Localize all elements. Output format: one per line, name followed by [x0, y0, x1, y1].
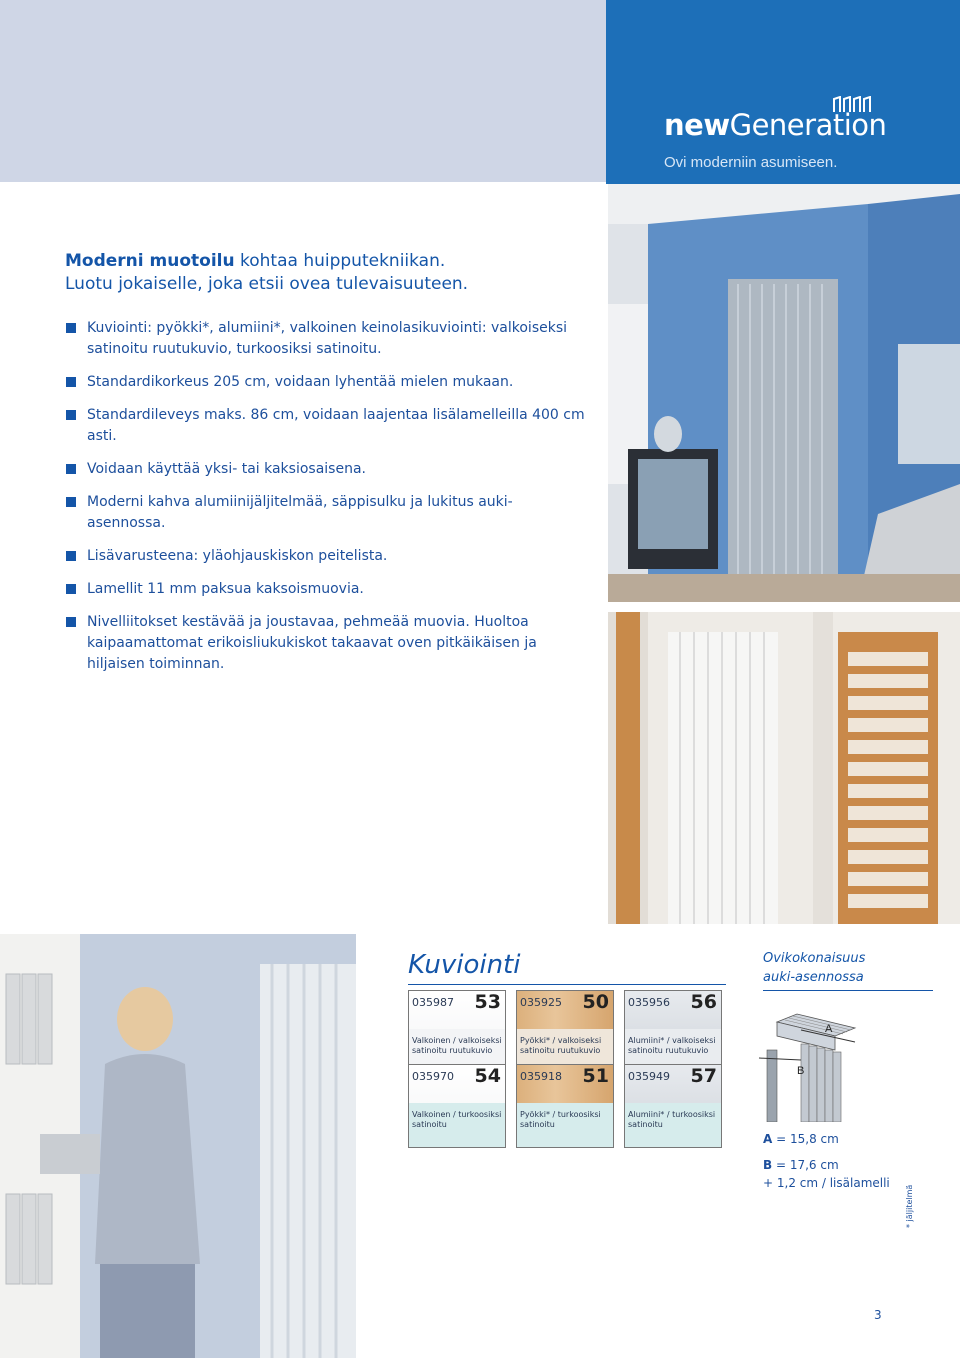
- swatch-card: [516, 990, 614, 1074]
- ovikokonaisuus-divider: [763, 990, 933, 991]
- swatch-card: [624, 990, 722, 1074]
- ovikokonaisuus-title-line1: Ovikokonaisuus: [763, 951, 866, 966]
- kuviointi-title: Kuviointi: [408, 950, 521, 980]
- swatch-card: [624, 1064, 722, 1148]
- feature-item: Voidaan käyttää yksi- tai kaksiosaisena.: [66, 459, 586, 480]
- headline-line2: Luotu jokaiselle, joka etsii ovea tulevaisuuteen.: [65, 274, 469, 294]
- swatch-number: 54: [474, 1065, 501, 1087]
- feature-item: Lamellit 11 mm paksua kaksoismuovia.: [66, 579, 586, 600]
- brand-box: [606, 0, 960, 184]
- swatch-number: 53: [474, 991, 501, 1013]
- photo-room-folding-door: [608, 184, 960, 602]
- headline: [65, 250, 468, 296]
- measure-a: [763, 1130, 839, 1148]
- swatch-name: Valkoinen / valkoiseksi satinoitu ruutukuvio: [412, 1036, 502, 1055]
- swatch-number: 50: [582, 991, 609, 1013]
- brand-name-bold: new: [664, 108, 730, 142]
- swatch-code: 035987: [412, 996, 454, 1009]
- measure-extra: + 1,2 cm / lisälamelli: [763, 1176, 890, 1190]
- swatch-card: [408, 1064, 506, 1148]
- swatch-card: [408, 990, 506, 1074]
- measure-a-value: = 15,8 cm: [772, 1132, 839, 1146]
- measure-b: [763, 1156, 839, 1174]
- diagram-label-a: A: [825, 1023, 833, 1035]
- brand-name-rest: Generation: [729, 108, 887, 142]
- photo-office-shelves: [0, 934, 356, 1358]
- swatch-code: 035956: [628, 996, 670, 1009]
- feature-item: Nivelliitokset kestävää ja joustavaa, pehmeää muovia. Huoltoa kaipaamattomat erikoisliukukiskot takaavat oven pitkäikäisen ja hiljaisen toiminnan.: [66, 612, 586, 675]
- measure-b-value: = 17,6 cm: [772, 1158, 839, 1172]
- headline-line1: kohtaa huipputekniikan.: [234, 251, 446, 271]
- swatch-card: [516, 1064, 614, 1148]
- ovikokonaisuus-title-line2: auki-asennossa: [763, 970, 864, 985]
- feature-item: Standardikorkeus 205 cm, voidaan lyhentää mielen mukaan.: [66, 372, 586, 393]
- swatch-number: 56: [690, 991, 717, 1013]
- swatch-code: 035970: [412, 1070, 454, 1083]
- feature-item: Kuviointi: pyökki*, alumiini*, valkoinen keinolasikuviointi: valkoiseksi satinoitu ruutukuvio, turkoosiksi satinoitu.: [66, 318, 586, 360]
- feature-list: [66, 318, 586, 687]
- swatch-code: 035918: [520, 1070, 562, 1083]
- swatch-code: 035949: [628, 1070, 670, 1083]
- swatch-name: Alumiini* / valkoiseksi satinoitu ruutukuvio: [628, 1036, 716, 1055]
- feature-item: Moderni kahva alumiinijäljitelmää, säppisulku ja lukitus auki-asennossa.: [66, 492, 586, 534]
- swatch-name: Valkoinen / turkoosiksi satinoitu: [412, 1110, 502, 1129]
- swatch-name: Pyökki* / turkoosiksi satinoitu: [520, 1110, 601, 1129]
- feature-item: Standardileveys maks. 86 cm, voidaan laajentaa lisälamelleilla 400 cm asti.: [66, 405, 586, 447]
- ovikokonaisuus-title: [763, 949, 865, 987]
- measure-b-label: B: [763, 1158, 773, 1172]
- folded-door-diagram: [755, 1010, 865, 1122]
- feature-item: Lisävarusteena: yläohjauskiskon peitelista.: [66, 546, 586, 567]
- page-number: 3: [874, 1308, 882, 1322]
- headline-bold: Moderni muotoilu: [65, 251, 235, 271]
- brand-name: [664, 108, 886, 142]
- footnote: * jäljitelmä: [905, 1184, 914, 1228]
- diagram-label-b: B: [797, 1065, 805, 1077]
- swatch-name: Pyökki* / valkoiseksi satinoitu ruutukuvio: [520, 1036, 602, 1055]
- swatch-number: 51: [582, 1065, 609, 1087]
- swatch-number: 57: [690, 1065, 717, 1087]
- swatch-code: 035925: [520, 996, 562, 1009]
- swatch-name: Alumiini* / turkoosiksi satinoitu: [628, 1110, 716, 1129]
- brand-tagline: Ovi moderniin asumiseen.: [664, 154, 838, 171]
- kuviointi-divider: [408, 984, 726, 985]
- photo-white-and-wood-doors: [608, 612, 960, 924]
- measure-a-label: A: [763, 1132, 773, 1146]
